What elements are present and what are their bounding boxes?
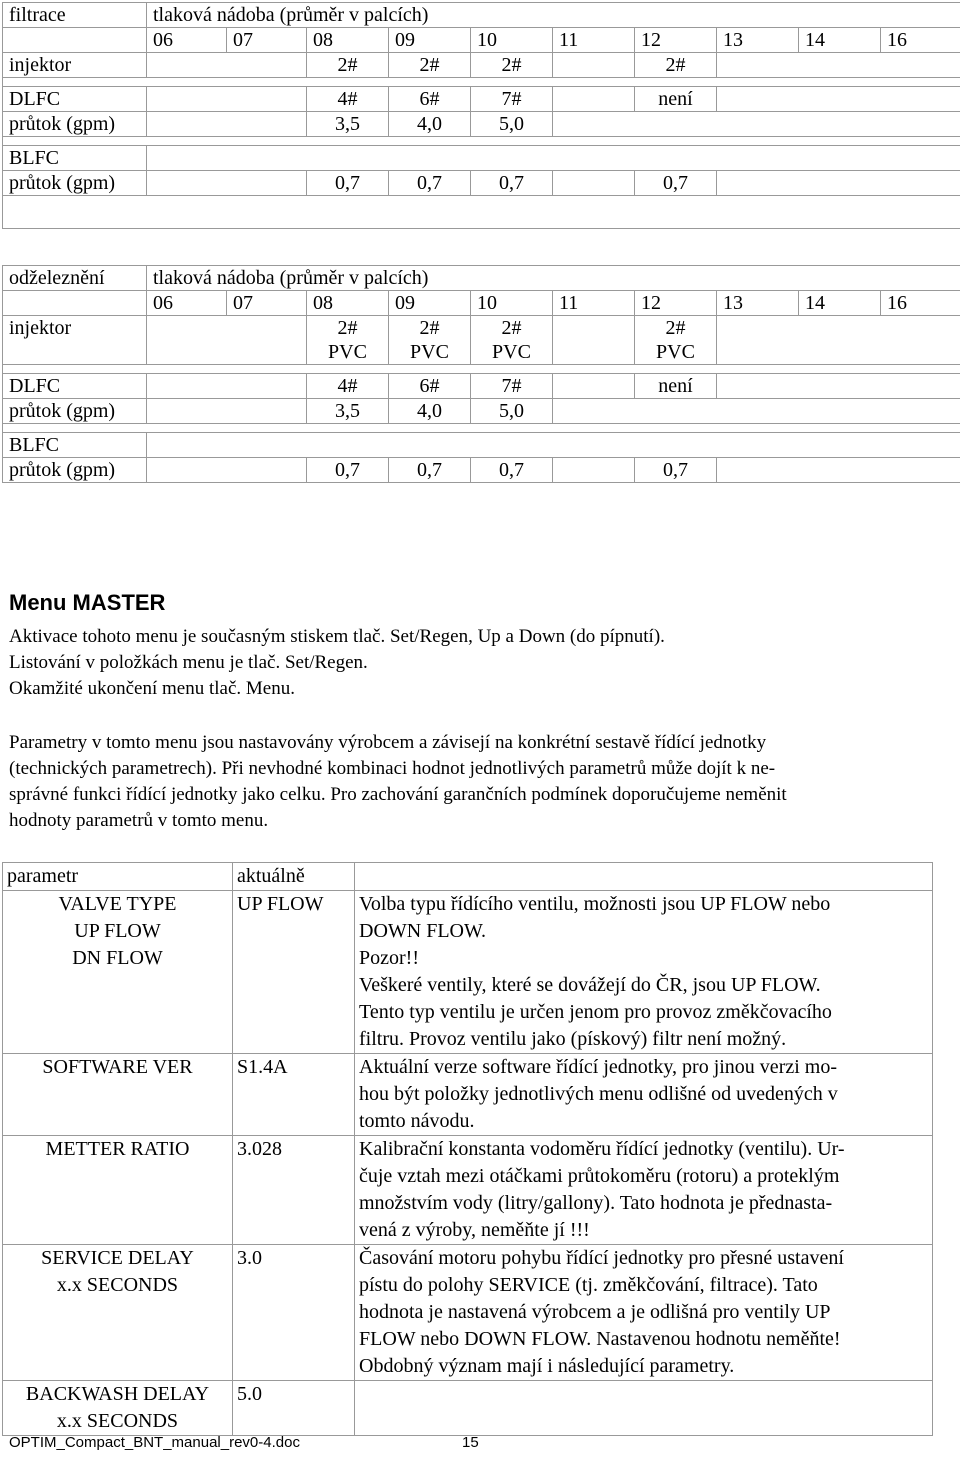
injektor-size: 2# (419, 317, 440, 339)
warning-line: hodnoty parametrů v tomto menu. (9, 810, 269, 831)
vessel-label: tlaková nádoba (průměr v palcích) (147, 266, 960, 291)
injektor-cell (635, 316, 717, 365)
dlfc-cell: 4# (307, 87, 389, 112)
size-cell: 12 (635, 28, 717, 53)
dlfc-cell: 4# (307, 374, 389, 399)
size-cell: 06 (147, 291, 227, 316)
injektor-cell: 2# (471, 53, 553, 78)
desc-line: Veškeré ventily, které se dovážejí do ČR, jsou UP FLOW. (359, 974, 821, 996)
size-cell: 13 (717, 28, 799, 53)
desc-line: Aktuální verze software řídící jednotky, pro jinou verzi mo- (359, 1056, 837, 1078)
iron-removal-table (2, 265, 960, 483)
col-header-param: parametr (3, 863, 233, 891)
desc-line: množstvím vody (litry/gallony). Tato hodnota je přednasta- (359, 1192, 833, 1214)
size-cell: 07 (227, 291, 307, 316)
flow-cell: 0,7 (389, 171, 471, 196)
menu-line: Aktivace tohoto menu je současným stiskem tlač. Set/Regen, Up a Down (do pípnutí). (9, 626, 665, 647)
param-value: S1.4A (233, 1054, 355, 1136)
injektor-material: PVC (410, 341, 449, 363)
injektor-size: 2# (501, 317, 522, 339)
footer-page-number: 15 (462, 1434, 479, 1451)
desc-line: DOWN FLOW. (359, 920, 487, 942)
dlfc-cell: 7# (471, 374, 553, 399)
desc-line: vená z výroby, neměňte jí !!! (359, 1219, 590, 1241)
dlfc-cell: 7# (471, 87, 553, 112)
size-cell: 11 (553, 28, 635, 53)
desc-line: Kalibrační konstanta vodoměru řídící jednotky (ventilu). Ur- (359, 1138, 845, 1160)
injektor-cell (307, 316, 389, 365)
size-cell: 14 (799, 28, 881, 53)
menu-warning (9, 730, 787, 834)
injektor-material: PVC (492, 341, 531, 363)
desc-line: pístu do polohy SERVICE (tj. změkčování, filtrace). Tato (359, 1274, 818, 1296)
size-cell: 16 (881, 28, 960, 53)
injektor-cell: 2# (389, 53, 471, 78)
size-cell: 09 (389, 291, 471, 316)
desc-line: Obdobný význam mají i následující parametry. (359, 1355, 735, 1377)
size-cell: 09 (389, 28, 471, 53)
param-name-line: VALVE TYPE (58, 893, 177, 915)
param-name (3, 1054, 233, 1136)
section-label: odželeznění (3, 266, 147, 291)
flow-label: průtok (gpm) (3, 112, 147, 137)
dlfc-cell: 6# (389, 87, 471, 112)
injektor-cell: 2# (635, 53, 717, 78)
flow-cell: 0,7 (307, 171, 389, 196)
desc-line: čuje vztah mezi otáčkami průtokoměru (rotoru) a proteklým (359, 1165, 840, 1187)
table-row (3, 1054, 933, 1136)
param-value: UP FLOW (233, 891, 355, 1054)
flow-label: průtok (gpm) (3, 171, 147, 196)
flow-cell: 0,7 (635, 171, 717, 196)
warning-line: správné funkci řídící jednotky jako celku. Pro zachování garančních podmínek doporučujeme neměnit (9, 784, 787, 805)
menu-heading: Menu MASTER (9, 590, 166, 615)
menu-line: Listování v položkách menu je tlač. Set/Regen. (9, 652, 368, 673)
param-name-line: METTER RATIO (45, 1138, 190, 1160)
injektor-size: 2# (665, 317, 686, 339)
desc-line: Pozor!! (359, 947, 419, 969)
size-cell: 14 (799, 291, 881, 316)
flow-cell: 5,0 (471, 112, 553, 137)
section-label: filtrace (3, 3, 147, 28)
size-cell: 06 (147, 28, 227, 53)
desc-line: Tento typ ventilu je určen jenom pro provoz změkčovacího (359, 1001, 832, 1023)
param-name (3, 891, 233, 1054)
param-name-line: x.x SECONDS (56, 1410, 179, 1432)
col-header-value: aktuálně (233, 863, 355, 891)
param-name-line: x.x SECONDS (56, 1274, 179, 1296)
injektor-label: injektor (3, 53, 147, 78)
injektor-cell: 2# (307, 53, 389, 78)
menu-line: Okamžité ukončení menu tlač. Menu. (9, 678, 295, 699)
size-cell: 12 (635, 291, 717, 316)
desc-line: Časování motoru pohybu řídící jednotky pro přesné ustavení (359, 1247, 844, 1269)
warning-line: Parametry v tomto menu jsou nastavovány výrobcem a závisejí na konkrétní sestavě řídící jednotky (9, 732, 767, 753)
param-value: 3.0 (233, 1245, 355, 1381)
table-row (3, 1136, 933, 1245)
size-cell: 10 (471, 291, 553, 316)
size-cell: 13 (717, 291, 799, 316)
desc-line: hou být položky jednotlivých menu odlišné od uvedených v (359, 1083, 838, 1105)
size-cell: 08 (307, 291, 389, 316)
param-name-line: DN FLOW (72, 947, 163, 969)
blfc-label: BLFC (3, 146, 147, 171)
flow-label: průtok (gpm) (3, 399, 147, 424)
desc-line: filtru. Provoz ventilu jako (pískový) filtr není možný. (359, 1028, 787, 1050)
table-row (3, 1381, 933, 1436)
footer-doc-name: OPTIM_Compact_BNT_manual_rev0-4.doc (9, 1434, 300, 1451)
flow-cell: 3,5 (307, 399, 389, 424)
flow-cell: 0,7 (471, 458, 553, 483)
param-description (355, 1381, 933, 1436)
flow-cell: 0,7 (471, 171, 553, 196)
injektor-cell (471, 316, 553, 365)
blfc-label: BLFC (3, 433, 147, 458)
desc-line: tomto návodu. (359, 1110, 475, 1132)
filtration-table (2, 2, 960, 229)
dlfc-label: DLFC (3, 87, 147, 112)
param-name-line: BACKWASH DELAY (25, 1383, 210, 1405)
dlfc-cell: 6# (389, 374, 471, 399)
parameters-table (2, 862, 933, 1436)
injektor-material: PVC (328, 341, 367, 363)
dlfc-cell: není (635, 374, 717, 399)
param-description (355, 1245, 933, 1381)
table-row (3, 891, 933, 1054)
size-cell: 10 (471, 28, 553, 53)
flow-cell: 5,0 (471, 399, 553, 424)
flow-cell: 0,7 (389, 458, 471, 483)
param-description (355, 1054, 933, 1136)
param-name-line: SOFTWARE VER (42, 1056, 193, 1078)
dlfc-cell: není (635, 87, 717, 112)
param-name (3, 1136, 233, 1245)
size-cell: 16 (881, 291, 960, 316)
size-cell: 08 (307, 28, 389, 53)
param-value: 3.028 (233, 1136, 355, 1245)
size-cell: 07 (227, 28, 307, 53)
param-name-line: UP FLOW (74, 920, 161, 942)
dlfc-label: DLFC (3, 374, 147, 399)
table-row (3, 1245, 933, 1381)
flow-label: průtok (gpm) (3, 458, 147, 483)
flow-cell: 4,0 (389, 399, 471, 424)
desc-line: Volba typu řídícího ventilu, možnosti jsou UP FLOW nebo (359, 893, 831, 915)
flow-cell: 3,5 (307, 112, 389, 137)
size-cell: 11 (553, 291, 635, 316)
param-description (355, 1136, 933, 1245)
flow-cell: 0,7 (635, 458, 717, 483)
param-name (3, 1245, 233, 1381)
param-name (3, 1381, 233, 1436)
vessel-label: tlaková nádoba (průměr v palcích) (147, 3, 960, 28)
injektor-label: injektor (3, 316, 147, 365)
warning-line: (technických parametrech). Při nevhodné kombinaci hodnot jednotlivých parametrů může dojít k ne- (9, 758, 776, 779)
table-row (3, 863, 933, 891)
injektor-cell (389, 316, 471, 365)
param-name-line: SERVICE DELAY (41, 1247, 194, 1269)
menu-intro (9, 624, 665, 702)
injektor-size: 2# (337, 317, 358, 339)
desc-line: FLOW nebo DOWN FLOW. Nastavenou hodnotu neměňte! (359, 1328, 841, 1350)
desc-line: hodnota je nastavená výrobcem a je odlišná pro ventily UP (359, 1301, 831, 1323)
param-description (355, 891, 933, 1054)
flow-cell: 4,0 (389, 112, 471, 137)
param-value: 5.0 (233, 1381, 355, 1436)
flow-cell: 0,7 (307, 458, 389, 483)
injektor-material: PVC (656, 341, 695, 363)
